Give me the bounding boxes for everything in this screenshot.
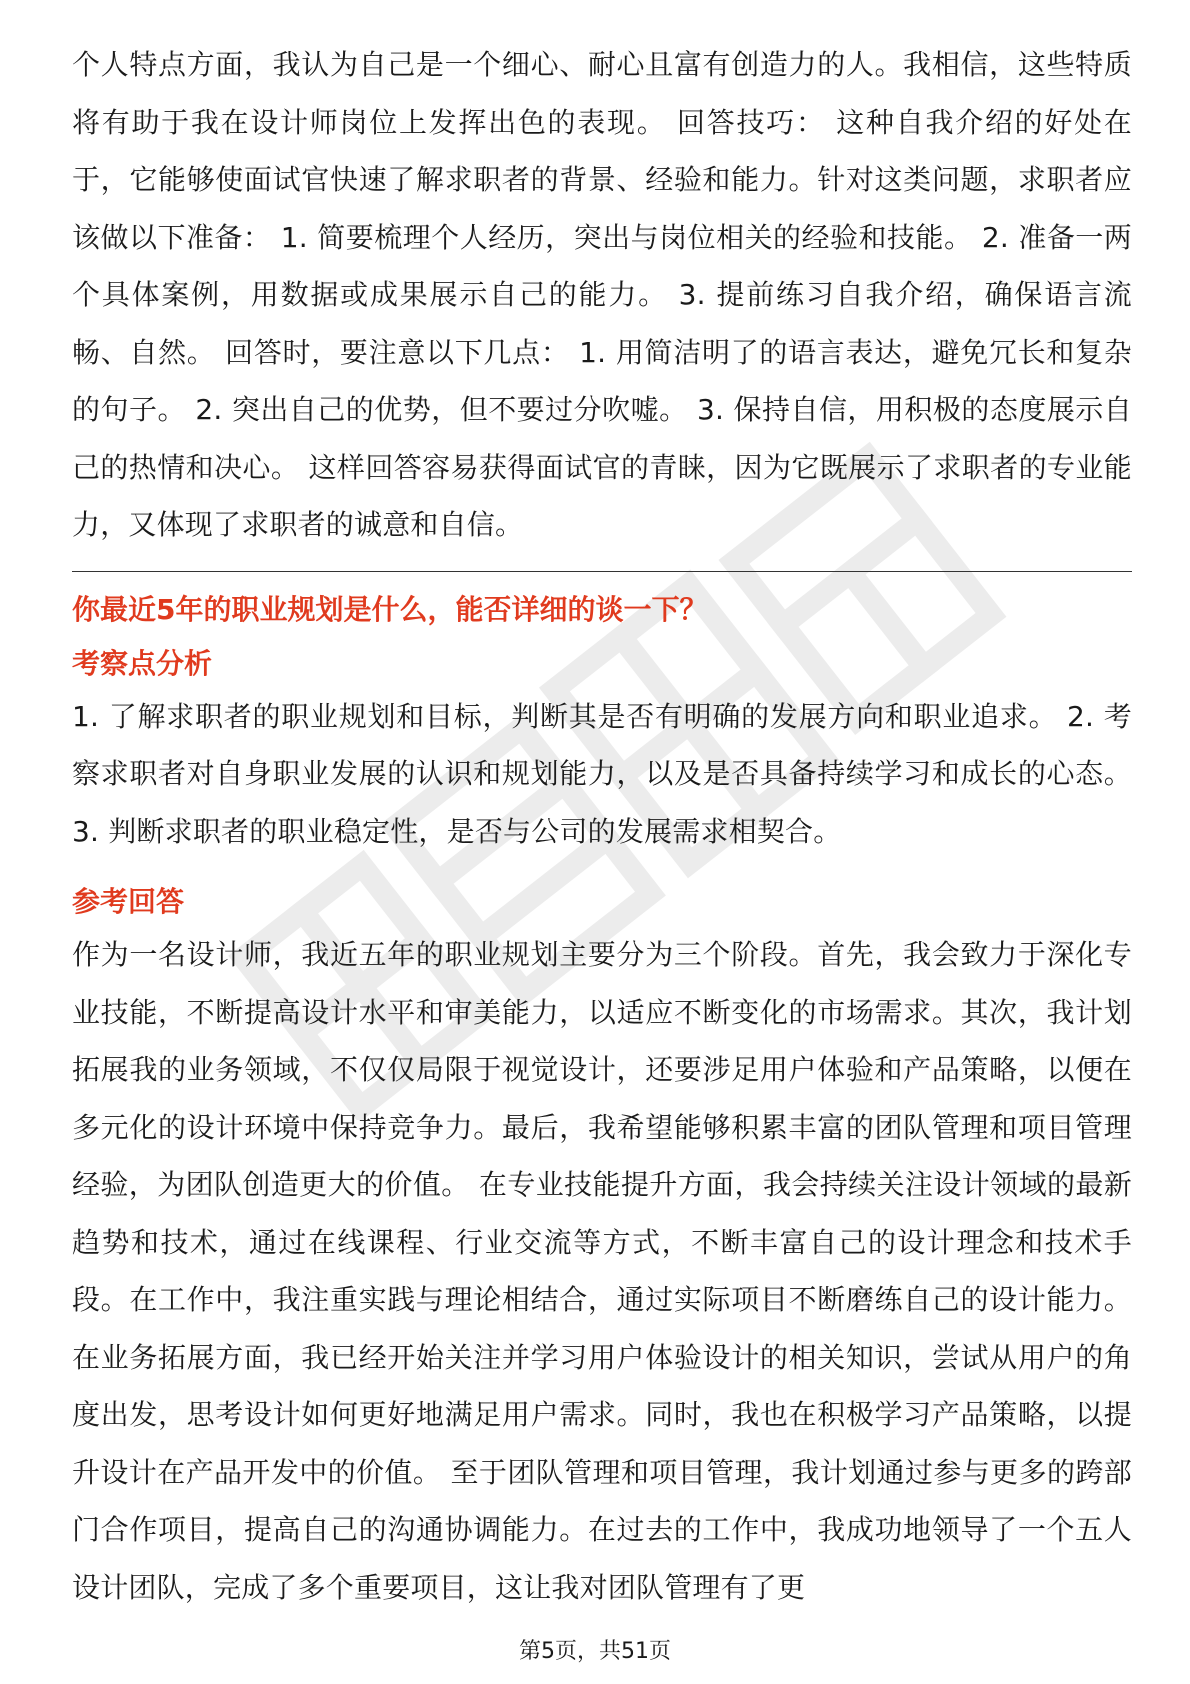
intro-paragraph: 个人特点方面，我认为自己是一个细心、耐心且富有创造力的人。我相信，这些特质将有助于我在设计师岗位上发挥出色的表现。 回答技巧： 这种自我介绍的好处在于，它能够使面试官快速了解求职者的背景、经验和能力。针对这类问题，求职者应该做以下准备： 1. 简要梳理个人经历，突出与岗位相关的经验和技能。 2. 准备一两个具体案例，用数据或成果展示自己的能力。 3. 提前练习自我介绍，确保语言流畅、自然。 回答时，要注意以下几点： 1. 用简洁明了的语言表达，避免冗长和复杂的句子。 2. 突出自己的优势，但不要过分吹嘘。 3. 保持自信，用积极的态度展示自己的热情和决心。 这样回答容易获得面试官的青睐，因为它既展示了求职者的专业能力，又体现了求职者的诚意和自信。: [72, 48, 1132, 541]
analysis-title: 考察点分析: [72, 646, 213, 680]
analysis-body: 1. 了解求职者的职业规划和目标，判断其是否有明确的发展方向和职业追求。 2. 考察求职者对自身职业发展的认识和规划能力，以及是否具备持续学习和成长的心态。 3. 判断求职者的职业稳定性，是否与公司的发展需求相契合。: [72, 699, 1132, 848]
question-heading: 你最近5年的职业规划是什么，能否详细的谈一下？: [72, 592, 708, 626]
answer-title: 参考回答: [72, 885, 185, 918]
section-divider: [72, 571, 1132, 572]
answer-body: 作为一名设计师，我近五年的职业规划主要分为三个阶段。首先，我会致力于深化专业技能，不断提高设计水平和审美能力，以适应不断变化的市场需求。其次，我计划拓展我的业务领域，不仅仅局限于视觉设计，还要涉足用户体验和产品策略，以便在多元化的设计环境中保持竞争力。最后，我希望能够积累丰富的团队管理和项目管理经验，为团队创造更大的价值。 在专业技能提升方面，我会持续关注设计领域的最新趋势和技术，通过在线课程、行业交流等方式，不断丰富自己的设计理念和技术手段。在工作中，我注重实践与理论相结合，通过实际项目不断磨练自己的设计能力。 在业务拓展方面，我已经开始关注并学习用户体验设计的相关知识，尝试从用户的角度出发，思考设计如何更好地满足用户需求。同时，我也在积极学习产品策略，以提升设计在产品开发中的价值。 至于团队管理和项目管理，我计划通过参与更多的跨部门合作项目，提高自己的沟通协调能力。在过去的工作中，我成功地领导了一个五人设计团队，完成了多个重要项目，这让我对团队管理有了更: [72, 938, 1132, 1604]
document-page: [72, 36, 1132, 1616]
page-indicator: 第5页，共51页: [519, 1639, 671, 1664]
